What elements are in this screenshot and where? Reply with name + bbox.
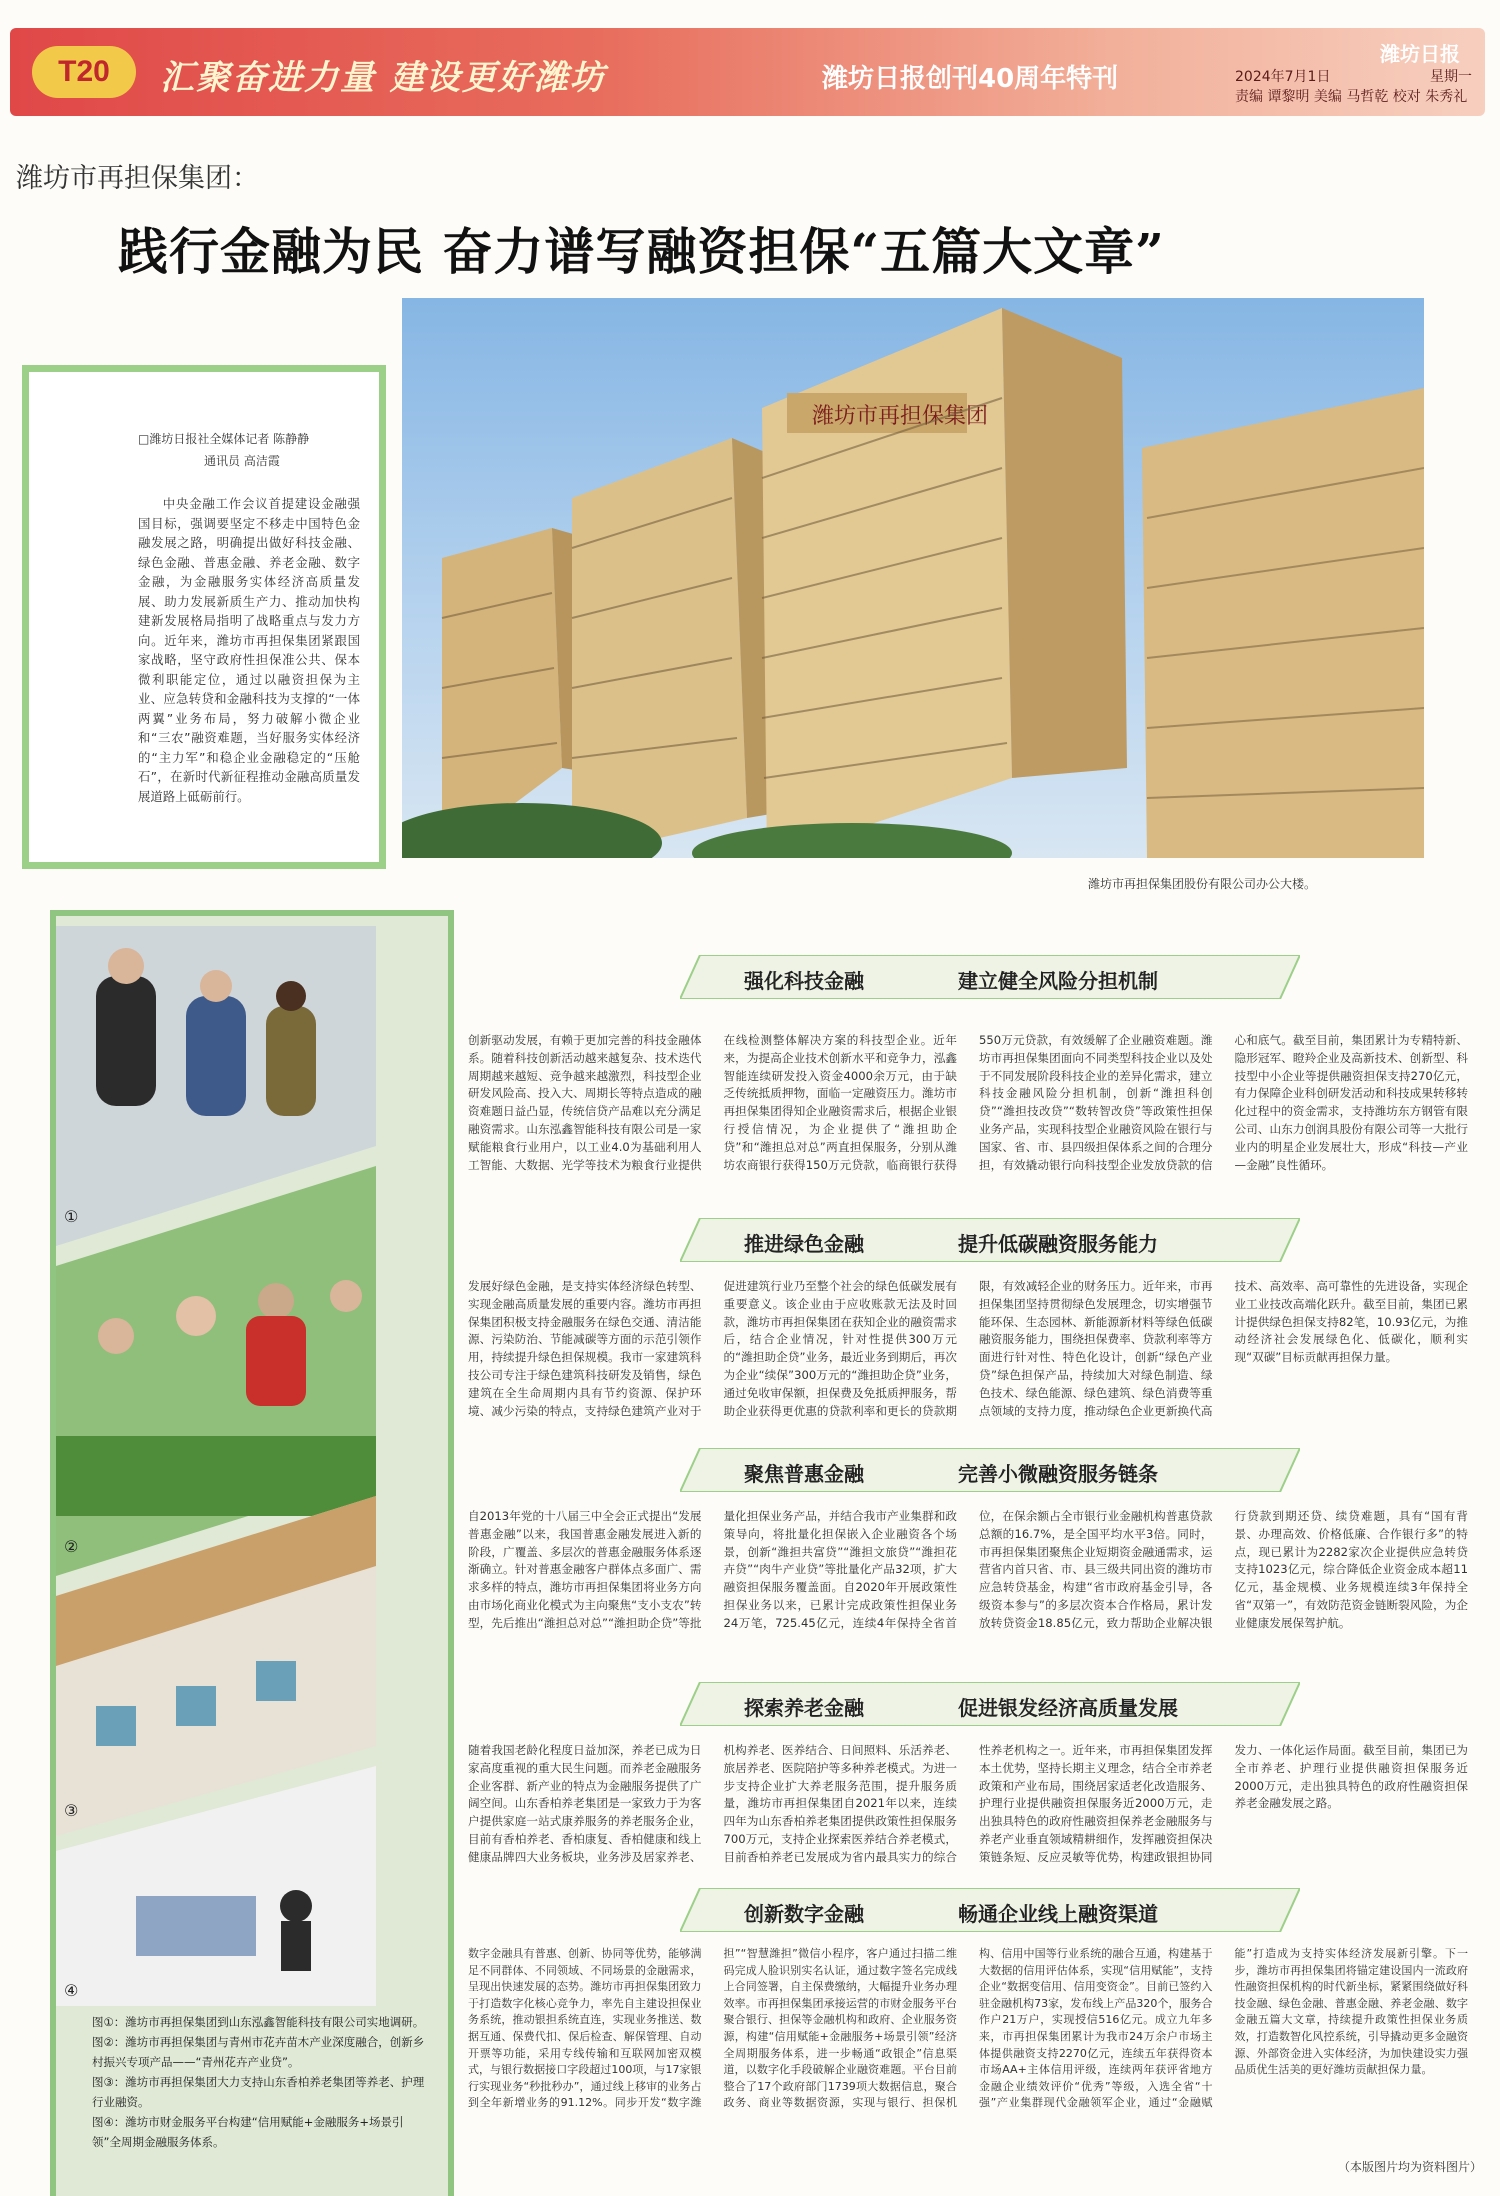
section-2-body: 发展好绿色金融，是支持实体经济绿色转型、实现金融高质量发展的重要内容。潍坊市再担保集团积极支持金融服务在绿色交通、清洁能源、污染防治、节能减碳等方面的示范引领作用，持续提升绿色担保规模。我市一家建筑科技公司专注于绿色建筑科技研发及销售，绿色建筑在全生命周期内具有节约资源、保护环境、减少污染的特点，支持绿色建筑产业对于促进建筑行业乃至整个社会的绿色低碳发展有重要意义。该企业由于应收账款无法及时回款，潍坊市再担保集团在获知企业的融资需求后，结合企业情况，针对性提供300万元的“潍担助企贷”业务，最近业务到期后，再次为企业“续保”300万元的“潍担助企贷”业务，通过免收审保额，担保费及免抵质押服务，帮助企业获得更优惠的贷款利率和更长的贷款期限，有效减轻企业的财务压力。近年来，市再担保集团坚持贯彻绿色发展理念，切实增强节能环保、生态园林、新能源新材料等绿色低碳融资服务能力，围绕担保费率、贷款利率等方面进行针对性、特色化设计，创新“绿色产业贷”绿色担保产品，持续加大对绿色制造、绿色技术、绿色能源、绿色建筑、绿色消费等重点领域的支持力度，推动绿色企业更新换代高技术、高效率、高可靠性的先进设备，实现企业工业技改高端化跃升。截至目前，集团已累计提供绿色担保支持82笔，10.93亿元，为推动经济社会发展绿色化、低碳化，顺利实现“双碳”目标贡献再担保力量。 (468, 1279, 1468, 1418)
section-1-right-title: 建立健全风险分担机制 (958, 969, 1158, 993)
section-1-body: 创新驱动发展，有赖于更加完善的科技金融体系。随着科技创新活动越来越复杂、技术迭代周期越来越短、竞争越来越激烈，科技型企业研发风险高、投入大、周期长等特点造成的融资难题日益凸显，传统信贷产品难以充分满足融资需求。山东泓鑫智能科技有限公司是一家赋能粮食行业用户，以工业4.0为基础利用人工智能、大数据、光学等技术为粮食行业提供在线检测整体解决方案的科技型企业。近年来，为提高企业技术创新水平和竞争力，泓鑫智能连续研发投入资金4000余万元，由于缺乏传统抵质押物，面临一定融资压力。潍坊市再担保集团得知企业融资需求后，根据企业银行授信情况，为企业提供了“潍担助企贷”和“潍担总对总”两直担保服务，分别从潍坊农商银行获得150万元贷款，临商银行获得550万元贷款，有效缓解了企业融资难题。潍坊市再担保集团面向不同类型科技企业以及处于不同发展阶段科技企业的差异化需求，建立科技金融风险分担机制，创新“潍担科创贷”“潍担技改贷”“数转智改贷”等政策性担保业务产品，实现科技型企业融资风险在银行与国家、省、市、县四级担保体系之间的合理分担，有效撬动银行向科技型企业发放贷款的信心和底气。截至目前，集团累计为专精特新、隐形冠军、瞪羚企业及高新技术、创新型、科技型中小企业等提供融资担保支持270亿元，有力保障企业科创研发活动和科技成果转移转化过程中的资金需求，支持潍坊东方钢管有限公司、山东力创润具股份有限公司等一大批行业内的明星企业发展壮大，形成“科技—产业—金融”良性循环。 (468, 1033, 1468, 1172)
main-photo-caption: 潍坊市再担保集团股份有限公司办公大楼。 (1088, 877, 1317, 891)
editor-credits: 责编 谭黎明 美编 马哲乾 校对 朱秀礼 (1235, 89, 1468, 105)
section-5-right-title: 畅通企业线上融资渠道 (958, 1902, 1158, 1926)
photo-marker-2: ② (64, 1537, 79, 1556)
photo-captions (92, 2012, 432, 2152)
byline-reporter: □潍坊日报社全媒体记者 陈静静 (138, 432, 310, 446)
intro-text: 中央金融工作会议首提建设金融强国目标，强调要坚定不移走中国特色金融发展之路，明确提出做好科技金融、绿色金融、普惠金融、养老金融、数字金融，为金融服务实体经济高质量发展、助力发展新质生产力、推动加快构建新发展格局指明了战略重点与发力方向。近年来，潍坊市再担保集团紧跟国家战略，坚守政府性担保准公共、保本微利职能定位，通过以融资担保为主业、应急转贷和金融科技为支撑的“一体两翼”业务布局，努力破解小微企业和“三农”融资难题，当好服务实体经济的“主力军”和稳企业金融稳定的“压舱石”，在新时代新征程推动金融高质量发展道路上砥砺前行。 (138, 496, 360, 804)
section-heading-4 (680, 1682, 1300, 1726)
photo-caption-1: 图①：潍坊市再担保集团到山东泓鑫智能科技有限公司实地调研。 (92, 2015, 425, 2029)
section-4-left-title: 探索养老金融 (744, 1696, 864, 1720)
photo-marker-3: ③ (64, 1801, 79, 1820)
office-building-photo (402, 298, 1424, 858)
photo-marker-4: ④ (64, 1981, 79, 2000)
photo-column (50, 910, 454, 2196)
header-slogan: 汇聚奋进力量 建设更好潍坊 (160, 58, 606, 98)
section-heading-2 (680, 1218, 1300, 1262)
photo-caption-2: 图②：潍坊市再担保集团与青州市花卉苗木产业深度融合，创新乡村振兴专项产品——“青州花卉产业贷”。 (92, 2035, 425, 2069)
section-2-right-title: 提升低碳融资服务能力 (958, 1232, 1158, 1256)
building-sign: 潍坊市再担保集团 (812, 404, 989, 429)
section-3-left-title: 聚焦普惠金融 (744, 1462, 864, 1486)
section-heading-3 (680, 1448, 1300, 1492)
section-3-right-title: 完善小微融资服务链条 (958, 1462, 1158, 1486)
newspaper-logo: 潍坊日报 (1380, 42, 1460, 66)
building-illustration (402, 298, 1424, 858)
photo-caption-3: 图③：潍坊市再担保集团大力支持山东香柏养老集团等养老、护理行业融资。 (92, 2075, 425, 2109)
section-5-body: 数字金融具有普惠、创新、协同等优势，能够满足不同群体、不同领域、不同场景的金融需求，呈现出快速发展的态势。潍坊市再担保集团致力于打造数字化核心竞争力，率先自主建设担保业务系统，推动银担系统直连，实现业务推送、数据互通、保费代扣、保后检查、解保管理、自动开票等功能，采用专线传输和互联网加密双模式，与银行数据接口字段超过100项，与17家银行实现业务“秒批秒办”，通过线上移审的业务占到全年新增业务的91.12%。同步开发“数字潍担”“智慧潍担”微信小程序，客户通过扫描二维码完成人脸识别实名认证，通过数字签名完成线上合同签署，自主保费缴纳，大幅提升业务办理效率。市再担保集团承接运营的市财金服务平台聚合银行、担保等金融机构和政府、企业服务资源，构建“信用赋能+金融服务+场景引领”经济全周期服务体系，进一步畅通“政银企”信息渠道，以数字化手段破解企业融资难题。平台目前整合了17个政府部门1739项大数据信息，聚合政务、商业等数据资源，实现与银行、担保机构、信用中国等行业系统的融合互通，构建基于大数据的信用评估体系，实现“信用赋能”，支持企业“数据变信用、信用变资金”。目前已签约入驻金融机构73家，发布线上产品320个，服务合作户21万户，实现授信516亿元。成立九年多来，市再担保集团累计为我市24万余户市场主体提供融资支持2270亿元，连续五年获得资本市场AA+主体信用评级，连续两年获评省地方金融企业绩效评价“优秀”等级，入选全省“十强”产业集群现代金融领军企业，通过“金融赋能”打造成为支持实体经济发展新引擎。下一步，潍坊市再担保集团将锚定建设国内一流政府性融资担保机构的时代新坐标，紧紧围绕做好科技金融、绿色金融、普惠金融、养老金融、数字金融五篇大文章，持续提升政策性担保业务质效，打造数智化风控系统，引导撬动更多金融资源、外部资金进入实体经济，为加快建设实力强品质优生活美的更好潍坊贡献担保力量。 (468, 1947, 1468, 2110)
section-4-right-title: 促进银发经济高质量发展 (958, 1696, 1178, 1720)
section-5-left-title: 创新数字金融 (744, 1902, 864, 1926)
byline-correspondent: 通讯员 高洁霞 (204, 454, 280, 468)
photo-caption-4: 图④：潍坊市财金服务平台构建“信用赋能+金融服务+场景引领”全周期金融服务体系。 (92, 2115, 404, 2149)
photo-marker-1: ① (64, 1207, 79, 1226)
section-2-left-title: 推进绿色金融 (744, 1232, 864, 1256)
header-special-issue: 潍坊日报创刊40周年特刊 (822, 64, 1119, 94)
article-kicker: 潍坊市再担保集团： (16, 163, 259, 194)
issue-date: 2024年7月1日 (1235, 69, 1331, 85)
page-header-banner (10, 28, 1485, 116)
section-3-body: 自2013年党的十八届三中全会正式提出“发展普惠金融”以来，我国普惠金融发展进入新的阶段，广覆盖、多层次的普惠金融服务体系逐渐确立。针对普惠金融客户群体点多面广、需求多样的特点，潍坊市再担保集团将业务方向由市场化商业化模式为主向聚焦“支小支农”转型，先后推出“潍担总对总”“潍担助企贷”等批量化担保业务产品，并结合我市产业集群和政策导向，将批量化担保嵌入企业融资各个场景，创新“潍担共富贷”“潍担文旅贷”“潍担花卉贷”“肉牛产业贷”等批量化产品32项，扩大融资担保服务覆盖面。自2020年开展政策性担保业务以来，已累计完成政策性担保业务24万笔，725.45亿元，连续4年保持全省首位，在保余额占全市银行业金融机构普惠贷款总额的16.7%，是全国平均水平3倍。同时，市再担保集团聚焦企业短期资金融通需求，运营省内首只省、市、县三级共同出资的潍坊市应急转贷基金，构建“省市政府基金引导，各级资本参与”的多层次资本合作格局，累计发放转贷资金18.85亿元，致力帮助企业解决银行贷款到期还贷、续贷难题，具有“国有背景、办理高效、价格低廉、合作银行多”的特点，现已累计为2282家次企业提供应急转贷支持1023亿元，综合降低企业资金成本超11亿元，基金规模、业务规模连续3年保持全省“双第一”，有效防范资金链断裂风险，为企业健康发展保驾护航。 (468, 1509, 1468, 1630)
section-4-body: 随着我国老龄化程度日益加深，养老已成为日家高度重视的重大民生问题。而养老金融服务企业客群、新产业的特点为金融服务提供了广阔空间。山东香柏养老集团是一家致力于为客户提供家庭一站式康养服务的养老服务企业，目前有香柏养老、香柏康复、香柏健康和线上健康品牌四大业务板块，业务涉及居家养老、机构养老、医养结合、日间照料、乐活养老、旅居养老、医院陪护等多种养老模式。为进一步支持企业扩大养老服务范围，提升服务质量，潍坊市再担保集团自2021年以来，连续四年为山东香柏养老集团提供政策性担保服务700万元，支持企业探索医养结合养老模式，目前香柏养老已发展成为省内最具实力的综合性养老机构之一。近年来，市再担保集团发挥本土优势，坚持长期主义理念，结合全市养老政策和产业布局，围绕居家适老化改造服务、护理行业提供融资担保服务近2000万元，走出独具特色的政府性融资担保养老金融服务与养老产业垂直领域精耕细作，发挥融资担保决策链条短、反应灵敏等优势，构建政银担协同发力、一体化运作局面。截至目前，集团已为全市养老、护理行业提供融资担保服务近2000万元，走出独具特色的政府性融资担保养老金融发展之路。 (468, 1743, 1468, 1864)
issue-weekday: 星期一 (1430, 69, 1472, 85)
section-1-left-title: 强化科技金融 (744, 969, 864, 993)
photo-collage (56, 916, 448, 2016)
article-headline: 践行金融为民 奋力谱写融资担保“五篇大文章” (118, 222, 1165, 281)
intro-box (138, 428, 360, 806)
image-credit: （本版图片均为资料图片） (1337, 2160, 1482, 2174)
page-number-badge: T20 (32, 46, 136, 98)
section-heading-1 (680, 955, 1300, 999)
section-heading-5 (680, 1888, 1300, 1932)
